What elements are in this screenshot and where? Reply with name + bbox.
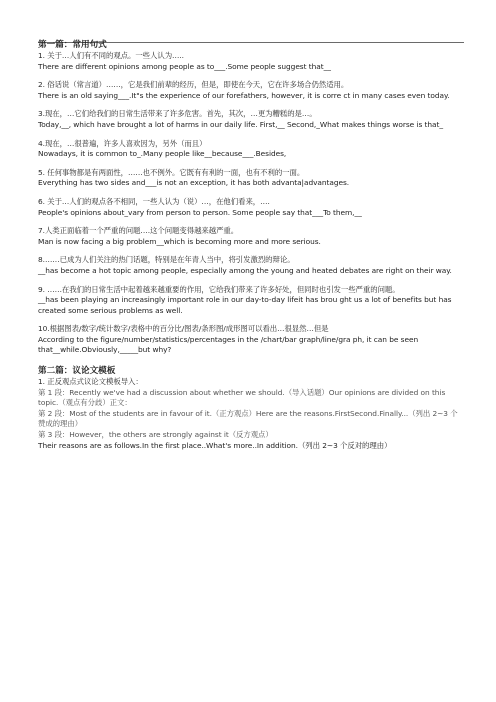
paragraph-2-template: 第 2 段：Most of the students are in favour of it.（正方观点）Here are the reasons.FirstSecond.Finally...（列出 2~3 个赞成的理由） — [38, 408, 458, 429]
item-7-chinese: 7.人类正面临着一个严重的问题….这个问题变得越来越严重。 — [38, 226, 239, 236]
item-5-english: Everything has two sides and___is not an exception, it has both advanta|advantages. — [38, 178, 350, 188]
item-4-chinese: 4.现在，…很普遍，许多人喜欢因为，另外（而且） — [38, 138, 207, 148]
item-5-chinese: 5. 任何事物都是有两面性，……也不例外。它既有有利的一面，也有不利的一面。 — [38, 167, 305, 177]
item-8-english: __has become a hot topic among people, especially among the young and heated debates are right on their way. — [38, 265, 452, 275]
item-3-chinese: 3.现在，…它们给我们的日常生活带来了许多危害。首先，其次，…更为糟糕的是…。 — [38, 109, 317, 119]
item-8-chinese: 8.……已成为人们关注的热门话题，特别是在年青人当中，将引发激烈的辩论。 — [38, 255, 295, 265]
item-2-chinese: 2. 俗话说（常言道）……，它是我们前辈的经历，但是，即使在今天，它在许多场合仍然适用。 — [38, 80, 349, 90]
section-1-title: 第一篇：常用句式 — [38, 40, 107, 50]
item-9-chinese: 9. ……在我们的日常生活中起着越来越重要的作用，它给我们带来了许多好处，但同时也引发一些严重的问题。 — [38, 284, 400, 294]
item-6-chinese: 6. 关于…人们的观点各不相同，一些人认为（说）…，在他们看来，…. — [38, 196, 270, 206]
item-3-english: Today,__, which have brought a lot of harms in our daily life. First,__ Second,_What makes things worse is that_ — [38, 119, 444, 129]
paragraph-3-template: 第 3 段：However，the others are strongly against it（反方观点） — [38, 430, 273, 440]
item-4-english: Nowadays, it is common to_.Many people like__because___.Besides, — [38, 149, 287, 159]
item-6-english: People's opinions about_vary from person to person. Some people say that___To them,__ — [38, 207, 362, 217]
paragraph-1-template: 第 1 段：Recently we've had a discussion about whether we should.（导入话题）Our opinions are divided on this topic.（观点有分歧）正文： — [38, 387, 446, 408]
item-2-english: There is an old saying___.It"s the experience of our forefathers, however, it is corre ct in many cases even today. — [38, 90, 450, 100]
section-2-subtitle: 1. 正反观点式议论文模板导入： — [38, 377, 143, 387]
item-7-english: Man is now facing a big problem__which is becoming more and more serious. — [38, 236, 321, 246]
item-9-english: __has been playing an increasingly important role in our day-to-day lifeit has brou ght us a lot of benefits but has created some serious problems as well. — [38, 295, 452, 315]
item-10-english: According to the figure/number/statistics/percentages in the /chart/bar graph/line/gra ph, it can be seen that__while.Obviously,_____but why? — [38, 334, 419, 355]
item-1-english: There are different opinions among people as to___.Some people suggest that__ — [38, 61, 331, 71]
document-page — [38, 40, 462, 451]
paragraph-3-reasons: Their reasons are as follows.In the first place..What's more..In addition.（列出 2~3 个反对的理由） — [38, 440, 392, 450]
item-1-chinese: 1. 关于…人们有不同的观点。一些人认为….. — [38, 51, 184, 60]
section-2-title: 第二篇：议论文模板 — [38, 366, 116, 377]
item-10-chinese: 10.根据图表/数字/统计数字/表格中的百分比/图表/条形图/成形图可以看出…很显然…但是 — [38, 324, 329, 334]
